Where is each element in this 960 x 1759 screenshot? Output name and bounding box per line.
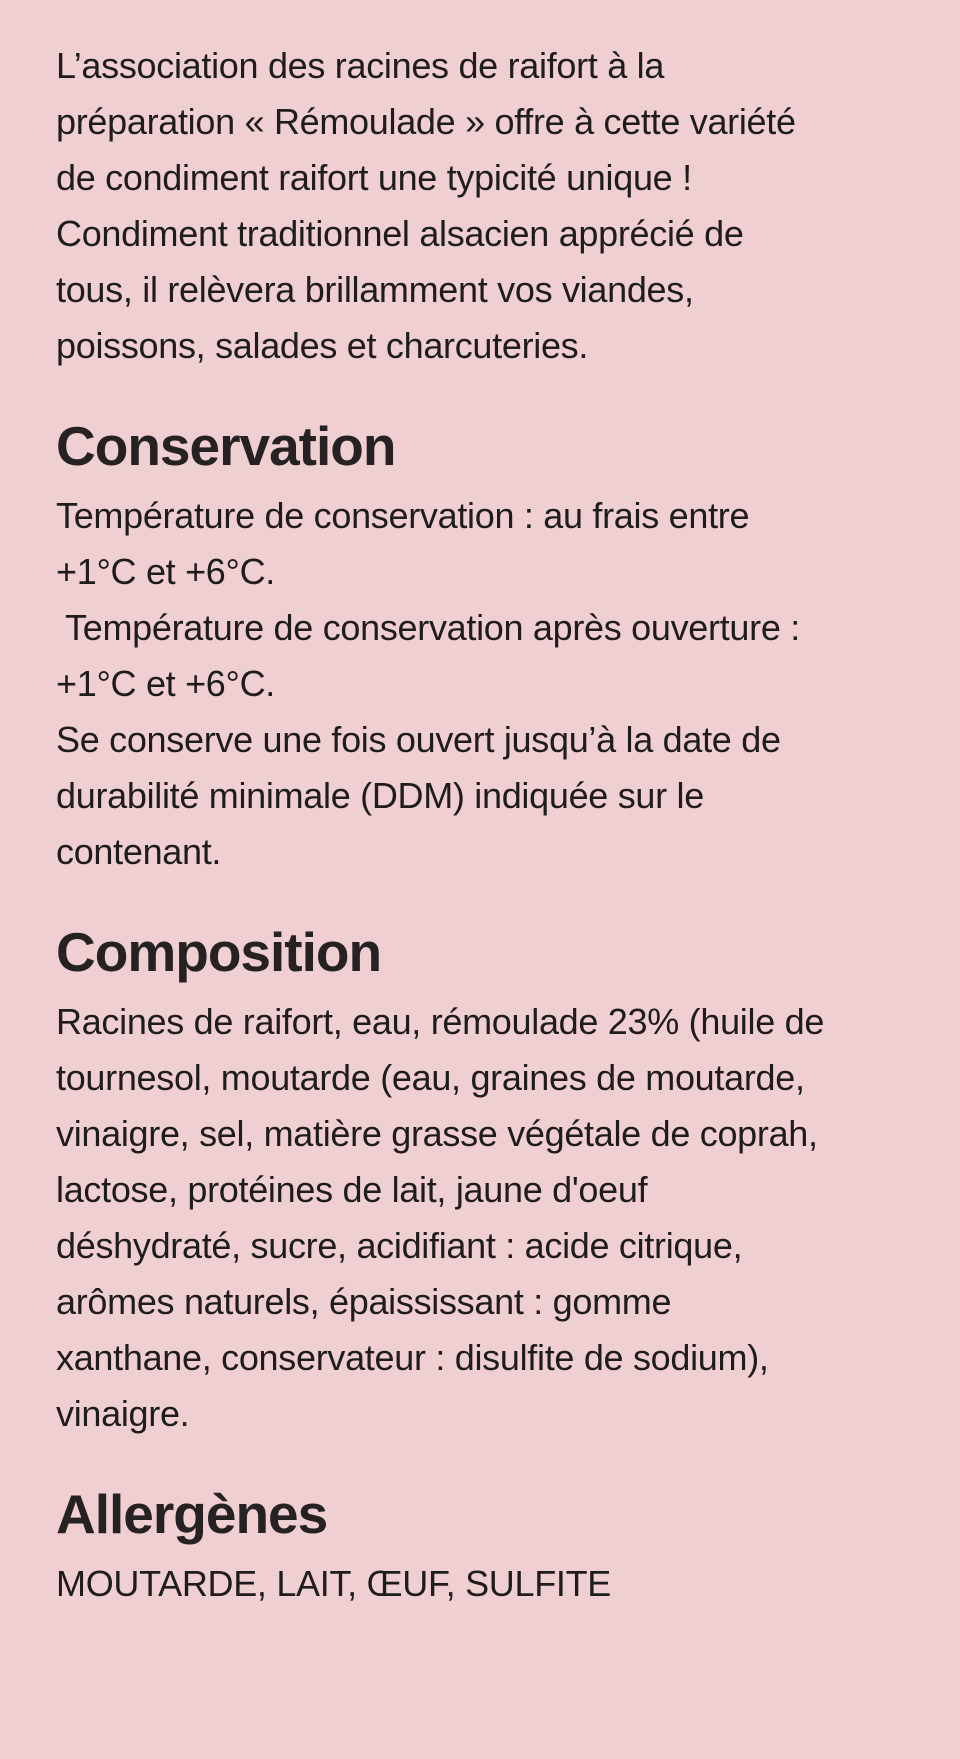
composition-text [56,994,904,1442]
composition-line: arômes naturels, épaississant : gomme [56,1281,672,1322]
composition-heading: Composition [56,921,382,983]
description-line: tous, il relèvera brillamment vos viandes, [56,269,694,310]
description-line: de condiment raifort une typicité unique ! [56,157,692,198]
allergens-heading: Allergènes [56,1483,328,1545]
conservation-line: +1°C et +6°C. [56,551,276,592]
conservation-line: Température de conservation après ouverture : [56,607,800,648]
conservation-line: durabilité minimale (DDM) indiquée sur le [56,775,704,816]
conservation-line: Température de conservation : au frais entre [56,495,750,536]
description-line: préparation « Rémoulade » offre à cette variété [56,101,796,142]
composition-line: tournesol, moutarde (eau, graines de moutarde, [56,1057,805,1098]
composition-line: déshydraté, sucre, acidifiant : acide citrique, [56,1225,743,1266]
allergens-line: MOUTARDE, LAIT, ŒUF, SULFITE [56,1563,611,1604]
conservation-line: +1°C et +6°C. [56,663,276,704]
composition-line: Racines de raifort, eau, rémoulade 23% (huile de [56,1001,825,1042]
description-line: L’association des racines de raifort à la [56,45,665,86]
composition-line: vinaigre, sel, matière grasse végétale de coprah, [56,1113,818,1154]
composition-line: xanthane, conservateur : disulfite de sodium), [56,1337,769,1378]
composition-line: lactose, protéines de lait, jaune d'oeuf [56,1169,648,1210]
conservation-line: contenant. [56,831,222,872]
composition-line: vinaigre. [56,1393,190,1434]
product-description [56,38,904,374]
description-line: poissons, salades et charcuteries. [56,325,589,366]
allergens-text [56,1556,904,1612]
description-line: Condiment traditionnel alsacien apprécié de [56,213,744,254]
conservation-heading: Conservation [56,415,396,477]
conservation-line: Se conserve une fois ouvert jusqu’à la date de [56,719,781,760]
conservation-text [56,488,904,880]
